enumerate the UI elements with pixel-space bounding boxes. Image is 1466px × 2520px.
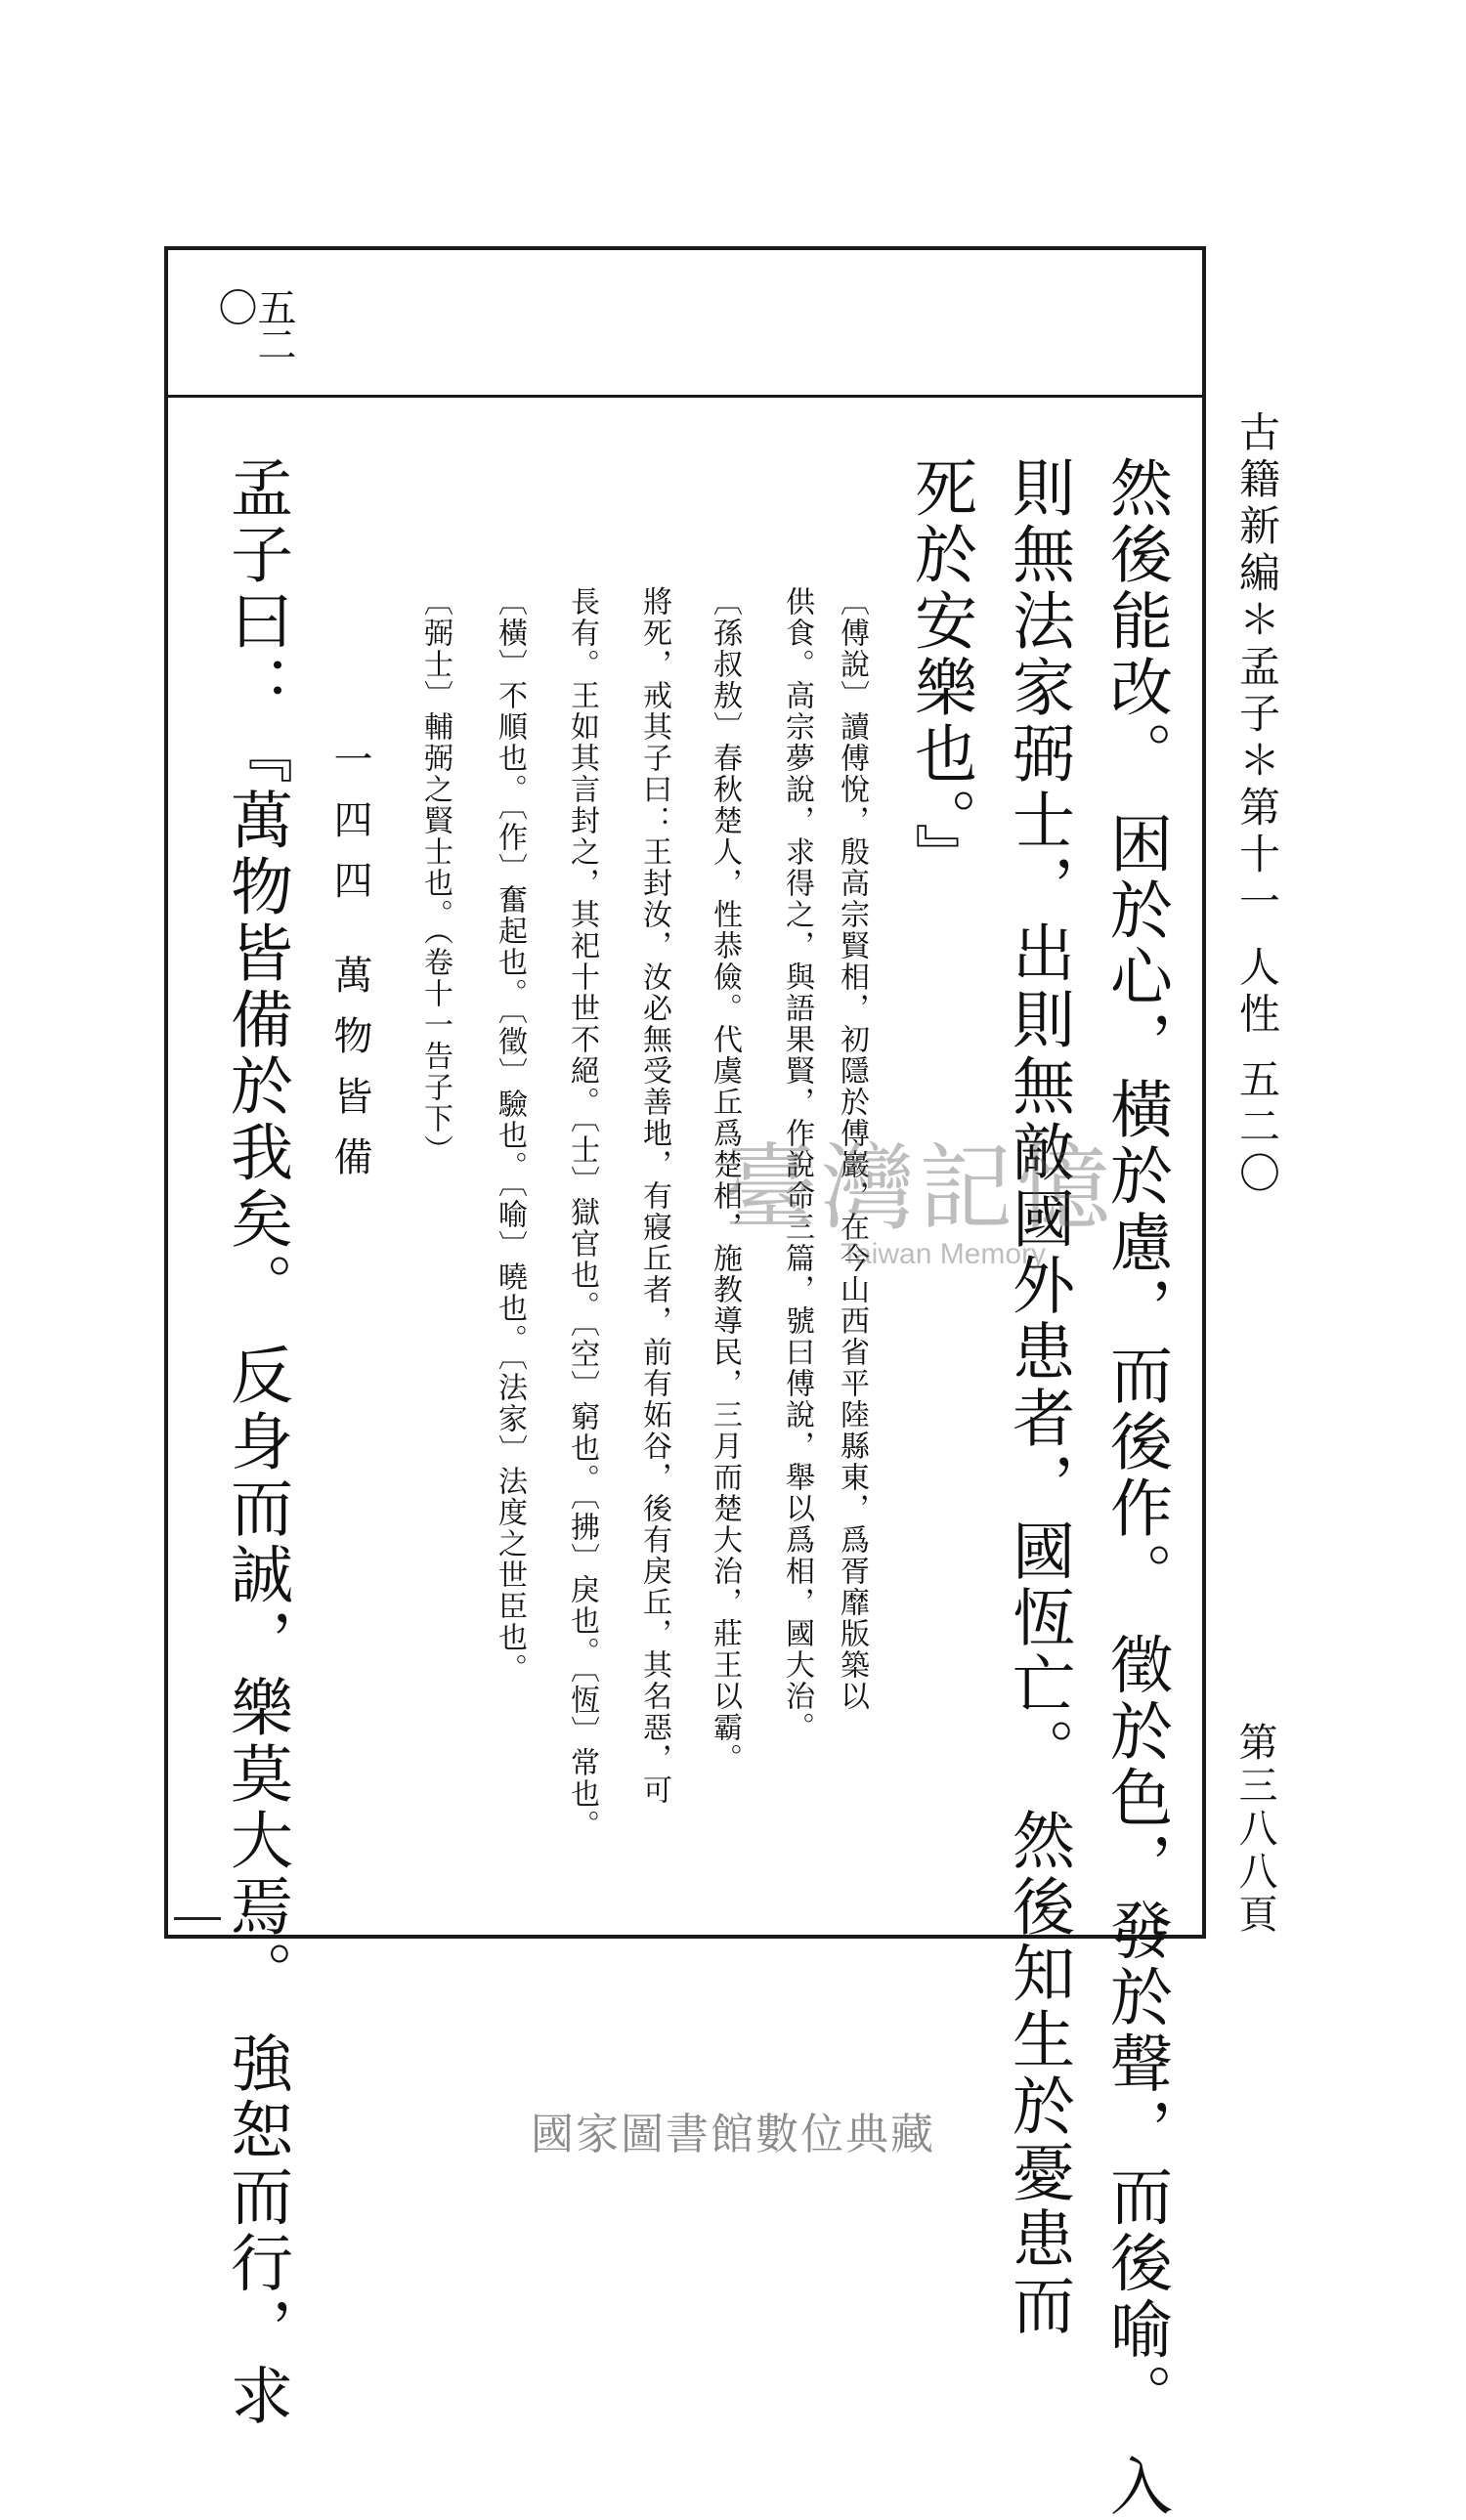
note-line-2: 供食。高宗夢說，求得之，與語果賢，作說命三篇，號曰傅說，舉以爲相，國大治。 — [780, 586, 814, 1743]
header-band — [168, 250, 1202, 398]
page-reference: 第三八八頁 — [1232, 1722, 1277, 1937]
watermark-chinese: 臺灣記憶 — [723, 1133, 1114, 1243]
running-head: 古籍新編＊孟子＊第十一 人性 五二〇 — [1233, 410, 1281, 1199]
note-line-5: 長有。王如其言封之，其祀十世不絕。〔士〕獄官也。〔空〕窮也。〔拂〕戾也。〔恆〕常也。 — [565, 586, 599, 1841]
section-heading: 一四四 萬物皆備 — [327, 739, 372, 1197]
continuation-mark — [174, 1917, 221, 1920]
note-line-4: 將死，戒其子曰：王封汝，汝必無受善地，有寢丘者，前有妬谷，後有戾丘，其名惡，可 — [637, 586, 671, 1806]
main-text-column-3: 死於安樂也。』 — [904, 455, 976, 889]
next-passage-column: 孟子曰：『萬物皆備於我矣。 反身而誠，樂莫大焉。 強恕而行，求 — [220, 455, 292, 2430]
main-text-column-2: 則無法家弼士，出則無敵國外患者，國恆亡。 然後知生於憂患而 — [1002, 455, 1074, 2340]
note-line-7: 〔弼士〕輔弼之賢士也。（卷十一告子下） — [418, 586, 453, 1166]
main-text-column-1: 然後能改。 困於心，橫於慮，而後作。 徵於色，發於聲，而後喻。 入 — [1100, 455, 1172, 2520]
watermark-english: Taiwan Memory — [841, 1238, 1047, 1270]
note-line-1: 〔傅說〕讀傅悅，殷高宗賢相，初隱於傅巖，在今山西省平陸縣東，爲胥靡版築以 — [835, 586, 869, 1712]
corner-page-number: 五二〇 — [212, 287, 296, 362]
footer-caption: 國家圖書館數位典藏 — [531, 2110, 935, 2159]
note-line-3: 〔孫叔敖〕春秋楚人，性恭儉。代虞丘爲楚相，施教導民，三月而楚大治，莊王以霸。 — [708, 586, 742, 1774]
note-line-6: 〔橫〕不順也。〔作〕奮起也。〔徵〕驗也。〔喻〕曉也。〔法家〕法度之世臣也。 — [493, 586, 527, 1685]
